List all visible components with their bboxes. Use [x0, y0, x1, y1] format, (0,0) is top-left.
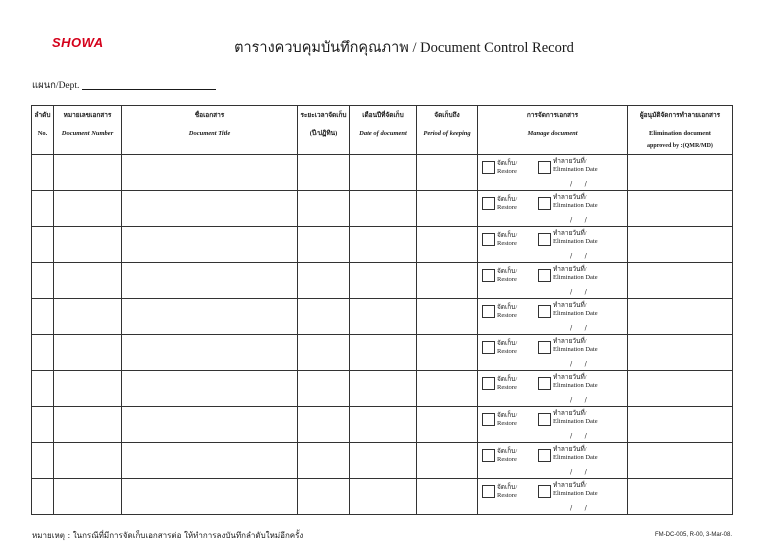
restore-label-en: Restore	[497, 312, 517, 319]
elimination-label-en: Elimination Date	[553, 346, 598, 353]
col-retention-th: ระยะเวลาจัดเก็บ	[300, 112, 347, 119]
restore-label	[497, 196, 517, 212]
col-document-title	[122, 106, 298, 155]
restore-label-th: จัดเก็บ/	[497, 304, 518, 311]
restore-checkbox[interactable]	[482, 269, 495, 282]
elimination-label	[553, 158, 598, 174]
restore-label	[497, 268, 517, 284]
cell-elimination-approval[interactable]	[628, 227, 733, 263]
cell-document-title[interactable]	[122, 443, 298, 479]
cell-document-title[interactable]	[122, 371, 298, 407]
col-place-th: จัดเก็บถึง	[434, 112, 460, 119]
cell-manage-document	[478, 263, 628, 299]
col-date-en: Date of document	[359, 130, 407, 137]
col-manage-en: Manage document	[527, 130, 578, 137]
restore-label-th: จัดเก็บ/	[497, 448, 518, 455]
elimination-label-en: Elimination Date	[553, 418, 598, 425]
elimination-checkbox[interactable]	[538, 233, 551, 246]
cell-document-number[interactable]	[54, 443, 122, 479]
cell-document-title[interactable]	[122, 155, 298, 191]
elimination-label	[553, 410, 598, 426]
dept-field	[32, 78, 216, 93]
cell-elimination-approval[interactable]	[628, 443, 733, 479]
col-number-en: Document Number	[61, 130, 114, 137]
cell-date-of-document[interactable]	[350, 191, 417, 227]
cell-retention[interactable]	[298, 371, 350, 407]
cell-no[interactable]	[32, 263, 54, 299]
cell-elimination-approval[interactable]	[628, 155, 733, 191]
cell-document-number[interactable]	[54, 299, 122, 335]
manage-options	[478, 299, 627, 334]
elimination-label	[553, 338, 598, 354]
elimination-label	[553, 230, 598, 246]
table-row	[32, 371, 733, 407]
elimination-date-slashes[interactable]: / /	[570, 252, 587, 260]
page-title	[0, 36, 768, 59]
restore-label-en: Restore	[497, 168, 517, 175]
cell-document-title[interactable]	[122, 407, 298, 443]
cell-no[interactable]	[32, 191, 54, 227]
col-manage-document	[478, 106, 628, 155]
cell-date-of-document[interactable]	[350, 479, 417, 515]
cell-elimination-approval[interactable]	[628, 371, 733, 407]
cell-elimination-approval[interactable]	[628, 335, 733, 371]
restore-label-th: จัดเก็บ/	[497, 160, 518, 167]
col-manage-th: การจัดการเอกสาร	[526, 112, 579, 119]
elimination-label-th: ทำลายวันที่/	[553, 338, 587, 345]
elimination-label	[553, 194, 598, 210]
table-row	[32, 299, 733, 335]
cell-period-of-keeping[interactable]	[417, 155, 478, 191]
cell-document-number[interactable]	[54, 191, 122, 227]
cell-document-title[interactable]	[122, 191, 298, 227]
cell-document-number[interactable]	[54, 263, 122, 299]
cell-manage-document	[478, 335, 628, 371]
elimination-label-th: ทำลายวันที่/	[553, 302, 587, 309]
restore-label-th: จัดเก็บ/	[497, 232, 518, 239]
cell-manage-document	[478, 371, 628, 407]
elimination-date-slashes[interactable]: / /	[570, 180, 587, 188]
restore-label-th: จัดเก็บ/	[497, 196, 518, 203]
restore-label	[497, 304, 517, 320]
elimination-label-en: Elimination Date	[553, 490, 598, 497]
cell-period-of-keeping[interactable]	[417, 407, 478, 443]
elimination-date-slashes[interactable]: / /	[570, 504, 587, 512]
cell-period-of-keeping[interactable]	[417, 335, 478, 371]
elimination-checkbox[interactable]	[538, 197, 551, 210]
restore-label-th: จัดเก็บ/	[497, 484, 518, 491]
cell-date-of-document[interactable]	[350, 299, 417, 335]
elimination-label-en: Elimination Date	[553, 382, 598, 389]
cell-period-of-keeping[interactable]	[417, 479, 478, 515]
restore-label	[497, 376, 517, 392]
elimination-label-en: Elimination Date	[553, 454, 598, 461]
elimination-label-en: Elimination Date	[553, 202, 598, 209]
restore-label	[497, 484, 517, 500]
col-title-en: Document Title	[188, 130, 231, 137]
cell-date-of-document[interactable]	[350, 371, 417, 407]
cell-document-number[interactable]	[54, 155, 122, 191]
cell-retention[interactable]	[298, 479, 350, 515]
table-row	[32, 263, 733, 299]
cell-date-of-document[interactable]	[350, 263, 417, 299]
restore-label-th: จัดเก็บ/	[497, 268, 518, 275]
cell-no[interactable]	[32, 407, 54, 443]
col-no-en: No.	[37, 130, 48, 137]
elimination-label-th: ทำลายวันที่/	[553, 482, 587, 489]
cell-no[interactable]	[32, 443, 54, 479]
col-number-th: หมายเลขเอกสาร	[63, 112, 112, 119]
cell-manage-document	[478, 299, 628, 335]
cell-period-of-keeping[interactable]	[417, 299, 478, 335]
restore-checkbox[interactable]	[482, 413, 495, 426]
restore-label-en: Restore	[497, 384, 517, 391]
restore-checkbox[interactable]	[482, 341, 495, 354]
elimination-checkbox[interactable]	[538, 341, 551, 354]
col-no-th: ลำดับ	[34, 112, 51, 119]
cell-elimination-approval[interactable]	[628, 299, 733, 335]
cell-document-title[interactable]	[122, 227, 298, 263]
elimination-checkbox[interactable]	[538, 377, 551, 390]
cell-elimination-approval[interactable]	[628, 407, 733, 443]
restore-label	[497, 232, 517, 248]
elimination-label-en: Elimination Date	[553, 166, 598, 173]
restore-label-en: Restore	[497, 456, 517, 463]
col-document-number	[54, 106, 122, 155]
elimination-label	[553, 302, 598, 318]
elimination-label-th: ทำลายวันที่/	[553, 230, 587, 237]
cell-retention[interactable]	[298, 443, 350, 479]
cell-manage-document	[478, 227, 628, 263]
table-row	[32, 191, 733, 227]
cell-date-of-document[interactable]	[350, 443, 417, 479]
cell-document-title[interactable]	[122, 335, 298, 371]
elimination-label-th: ทำลายวันที่/	[553, 374, 587, 381]
form-number: FM-DC-005, R-00, 3-Mar-08.	[654, 532, 732, 538]
cell-period-of-keeping[interactable]	[417, 227, 478, 263]
restore-label	[497, 412, 517, 428]
elimination-date-slashes[interactable]: / /	[570, 360, 587, 368]
cell-period-of-keeping[interactable]	[417, 191, 478, 227]
col-title-th: ชื่อเอกสาร	[194, 112, 225, 119]
col-no	[32, 106, 54, 155]
restore-label-en: Restore	[497, 276, 517, 283]
cell-retention[interactable]	[298, 299, 350, 335]
cell-document-title[interactable]	[122, 299, 298, 335]
restore-checkbox[interactable]	[482, 197, 495, 210]
header-row	[32, 106, 733, 155]
elimination-label-th: ทำลายวันที่/	[553, 158, 587, 165]
restore-label-th: จัดเก็บ/	[497, 340, 518, 347]
manage-options	[478, 263, 627, 298]
col-approval-th: ผู้อนุมัติจัดการทำลายเอกสาร	[639, 112, 721, 119]
cell-no[interactable]	[32, 371, 54, 407]
table-row	[32, 479, 733, 515]
restore-label-en: Restore	[497, 204, 517, 211]
cell-date-of-document[interactable]	[350, 155, 417, 191]
elimination-checkbox[interactable]	[538, 413, 551, 426]
manage-options	[478, 371, 627, 406]
elimination-label	[553, 374, 598, 390]
cell-document-number[interactable]	[54, 227, 122, 263]
dept-blank-line[interactable]	[82, 88, 216, 90]
table-row	[32, 443, 733, 479]
elimination-date-slashes[interactable]: / /	[570, 396, 587, 404]
cell-period-of-keeping[interactable]	[417, 443, 478, 479]
elimination-date-slashes[interactable]: / /	[570, 468, 587, 476]
cell-document-title[interactable]	[122, 479, 298, 515]
elimination-checkbox[interactable]	[538, 305, 551, 318]
cell-retention[interactable]	[298, 407, 350, 443]
restore-label-en: Restore	[497, 420, 517, 427]
cell-no[interactable]	[32, 479, 54, 515]
table-row	[32, 335, 733, 371]
elimination-label-en: Elimination Date	[553, 238, 598, 245]
cell-manage-document	[478, 407, 628, 443]
cell-document-number[interactable]	[54, 479, 122, 515]
table-row	[32, 155, 733, 191]
restore-checkbox[interactable]	[482, 449, 495, 462]
elimination-label	[553, 446, 598, 462]
cell-manage-document	[478, 479, 628, 515]
elimination-label-th: ทำลายวันที่/	[553, 410, 587, 417]
elimination-date-slashes[interactable]: / /	[570, 288, 587, 296]
cell-period-of-keeping[interactable]	[417, 263, 478, 299]
elimination-checkbox[interactable]	[538, 269, 551, 282]
manage-options	[478, 227, 627, 262]
cell-elimination-approval[interactable]	[628, 263, 733, 299]
company-logo: SHOWA	[52, 35, 104, 50]
cell-retention[interactable]	[298, 155, 350, 191]
restore-checkbox[interactable]	[482, 233, 495, 246]
cell-date-of-document[interactable]	[350, 407, 417, 443]
col-approval-en: Elimination document	[649, 130, 711, 137]
elimination-checkbox[interactable]	[538, 161, 551, 174]
manage-options	[478, 443, 627, 478]
restore-label	[497, 340, 517, 356]
cell-no[interactable]	[32, 335, 54, 371]
elimination-checkbox[interactable]	[538, 449, 551, 462]
restore-checkbox[interactable]	[482, 161, 495, 174]
col-place-en: Period of keeping	[423, 130, 471, 137]
cell-retention[interactable]	[298, 263, 350, 299]
elimination-label-th: ทำลายวันที่/	[553, 266, 587, 273]
cell-no[interactable]	[32, 299, 54, 335]
restore-checkbox[interactable]	[482, 377, 495, 390]
restore-label-en: Restore	[497, 492, 517, 499]
elimination-label-en: Elimination Date	[553, 274, 598, 281]
cell-period-of-keeping[interactable]	[417, 371, 478, 407]
table-row	[32, 407, 733, 443]
col-date-th: เดือนปีที่จัดเก็บ	[362, 112, 404, 119]
cell-no[interactable]	[32, 227, 54, 263]
cell-elimination-approval[interactable]	[628, 479, 733, 515]
manage-options	[478, 407, 627, 442]
restore-checkbox[interactable]	[482, 485, 495, 498]
page-title-text: ตารางควบคุมบันทึกคุณภาพ / Document Control Record	[234, 40, 574, 56]
restore-label	[497, 160, 517, 176]
cell-manage-document	[478, 191, 628, 227]
elimination-checkbox[interactable]	[538, 485, 551, 498]
manage-options	[478, 191, 627, 226]
col-approval-en2: approved by :(QMR/MD)	[647, 143, 713, 149]
cell-elimination-approval[interactable]	[628, 191, 733, 227]
cell-document-number[interactable]	[54, 371, 122, 407]
cell-document-number[interactable]	[54, 335, 122, 371]
col-elimination-approval	[628, 106, 733, 155]
cell-manage-document	[478, 155, 628, 191]
restore-label	[497, 448, 517, 464]
cell-retention[interactable]	[298, 191, 350, 227]
cell-retention[interactable]	[298, 335, 350, 371]
cell-manage-document	[478, 443, 628, 479]
restore-label-en: Restore	[497, 348, 517, 355]
table-row	[32, 227, 733, 263]
footnote: หมายเหตุ : ในกรณีที่มีการจัดเก็บเอกสารต่อ ให้ทำการลงบันทึกลำดับใหม่อีกครั้ง	[32, 531, 304, 540]
col-retention-en: (ปี/ปฏิทิน)	[309, 130, 338, 137]
manage-options	[478, 155, 627, 190]
cell-date-of-document[interactable]	[350, 227, 417, 263]
manage-options	[478, 335, 627, 370]
cell-date-of-document[interactable]	[350, 335, 417, 371]
elimination-date-slashes[interactable]: / /	[570, 324, 587, 332]
elimination-date-slashes[interactable]: / /	[570, 432, 587, 440]
col-date-of-document	[350, 106, 417, 155]
elimination-label-en: Elimination Date	[553, 310, 598, 317]
col-retention	[298, 106, 350, 155]
cell-no[interactable]	[32, 155, 54, 191]
document-control-table	[31, 105, 733, 515]
elimination-label	[553, 266, 598, 282]
cell-retention[interactable]	[298, 227, 350, 263]
cell-document-title[interactable]	[122, 263, 298, 299]
manage-options	[478, 479, 627, 514]
dept-label: แผนก/Dept.	[32, 81, 80, 91]
col-period-of-keeping	[417, 106, 478, 155]
elimination-date-slashes[interactable]: / /	[570, 216, 587, 224]
cell-document-number[interactable]	[54, 407, 122, 443]
elimination-label	[553, 482, 598, 498]
elimination-label-th: ทำลายวันที่/	[553, 194, 587, 201]
elimination-label-th: ทำลายวันที่/	[553, 446, 587, 453]
restore-label-th: จัดเก็บ/	[497, 412, 518, 419]
restore-checkbox[interactable]	[482, 305, 495, 318]
restore-label-th: จัดเก็บ/	[497, 376, 518, 383]
restore-label-en: Restore	[497, 240, 517, 247]
